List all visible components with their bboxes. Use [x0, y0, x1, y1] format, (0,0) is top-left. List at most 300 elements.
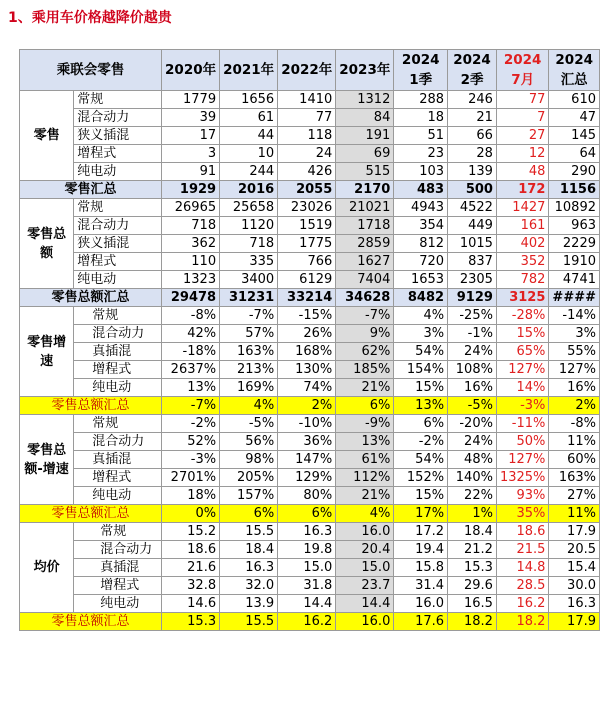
row-label: 常规 [74, 523, 162, 541]
value-cell: 84 [336, 109, 394, 127]
value-cell: 15.8 [394, 559, 448, 577]
value-cell: 80% [278, 487, 336, 505]
value-cell: 1427 [496, 199, 548, 217]
value-cell: 14.8 [496, 559, 548, 577]
value-cell: 1718 [336, 217, 394, 235]
value-cell: -9% [336, 415, 394, 433]
value-cell: 15% [496, 325, 548, 343]
value-cell: 48 [496, 163, 548, 181]
value-cell: 3% [549, 325, 600, 343]
summary-value-cell: 16.2 [278, 613, 336, 631]
summary-value-cell: 6% [336, 397, 394, 415]
value-cell: 168% [278, 343, 336, 361]
summary-value-cell: 6% [220, 505, 278, 523]
value-cell: 10 [220, 145, 278, 163]
value-cell: 129% [278, 469, 336, 487]
table-row [20, 595, 600, 613]
summary-row [20, 289, 600, 307]
summary-value-cell: -5% [448, 397, 497, 415]
value-cell: 15% [394, 379, 448, 397]
value-cell: 17.2 [394, 523, 448, 541]
summary-value-cell: 31231 [220, 289, 278, 307]
value-cell: 4% [394, 307, 448, 325]
table-row [20, 271, 600, 289]
header-corner: 乘联会零售 [20, 50, 162, 91]
row-label: 纯电动 [74, 271, 162, 289]
row-label: 常规 [74, 415, 162, 433]
summary-label: 零售总额汇总 [20, 289, 162, 307]
value-cell: 15.3 [448, 559, 497, 577]
summary-value-cell: 3125 [496, 289, 548, 307]
summary-value-cell: 2170 [336, 181, 394, 199]
value-cell: -18% [162, 343, 220, 361]
summary-value-cell: 16.0 [336, 613, 394, 631]
value-cell: 52% [162, 433, 220, 451]
value-cell: 1656 [220, 91, 278, 109]
value-cell: -25% [448, 307, 497, 325]
value-cell: 1325% [496, 469, 548, 487]
value-cell: 91 [162, 163, 220, 181]
value-cell: 47 [549, 109, 600, 127]
table-row [20, 415, 600, 433]
value-cell: 2859 [336, 235, 394, 253]
value-cell: 62% [336, 343, 394, 361]
header-col: 2024 2季 [448, 50, 497, 91]
value-cell: 185% [336, 361, 394, 379]
summary-label: 零售汇总 [20, 181, 162, 199]
value-cell: 2637% [162, 361, 220, 379]
value-cell: -10% [278, 415, 336, 433]
value-cell: 93% [496, 487, 548, 505]
table-row [20, 577, 600, 595]
value-cell: 782 [496, 271, 548, 289]
value-cell: 18.6 [162, 541, 220, 559]
table-row [20, 199, 600, 217]
table-row [20, 433, 600, 451]
value-cell: 402 [496, 235, 548, 253]
value-cell: 352 [496, 253, 548, 271]
value-cell: 19.4 [394, 541, 448, 559]
row-label: 常规 [74, 307, 162, 325]
value-cell: 718 [220, 235, 278, 253]
summary-value-cell: 4% [220, 397, 278, 415]
summary-value-cell: 15.3 [162, 613, 220, 631]
table-row [20, 361, 600, 379]
row-label: 混合动力 [74, 325, 162, 343]
value-cell: 16.3 [220, 559, 278, 577]
value-cell: 15.2 [162, 523, 220, 541]
value-cell: -3% [162, 451, 220, 469]
value-cell: 720 [394, 253, 448, 271]
value-cell: 244 [220, 163, 278, 181]
row-label: 狭义插混 [74, 235, 162, 253]
page-title: 1、乘用车价格越降价越贵 [8, 10, 172, 26]
value-cell: 1627 [336, 253, 394, 271]
row-label: 增程式 [74, 577, 162, 595]
row-group-label: 零售总额 [20, 199, 74, 289]
value-cell: 6129 [278, 271, 336, 289]
table-row [20, 235, 600, 253]
value-cell: 145 [549, 127, 600, 145]
value-cell: 127% [549, 361, 600, 379]
value-cell: 16.3 [549, 595, 600, 613]
summary-value-cell: 2016 [220, 181, 278, 199]
row-group-label: 零售总额-增速 [20, 415, 74, 505]
value-cell: 16.5 [448, 595, 497, 613]
row-label: 常规 [74, 91, 162, 109]
row-label: 狭义插混 [74, 127, 162, 145]
value-cell: 15.0 [278, 559, 336, 577]
value-cell: 15.0 [336, 559, 394, 577]
row-label: 常规 [74, 199, 162, 217]
highlight-summary-row [20, 613, 600, 631]
value-cell: 55% [549, 343, 600, 361]
value-cell: 1312 [336, 91, 394, 109]
value-cell: 64 [549, 145, 600, 163]
value-cell: 21% [336, 379, 394, 397]
summary-value-cell: 18.2 [448, 613, 497, 631]
value-cell: 2701% [162, 469, 220, 487]
value-cell: -28% [496, 307, 548, 325]
value-cell: 28.5 [496, 577, 548, 595]
value-cell: 1120 [220, 217, 278, 235]
value-cell: 24 [278, 145, 336, 163]
value-cell: -14% [549, 307, 600, 325]
value-cell: 15.5 [220, 523, 278, 541]
value-cell: 9% [336, 325, 394, 343]
header-col: 2024 1季 [394, 50, 448, 91]
value-cell: 16.3 [278, 523, 336, 541]
row-group-label: 零售 [20, 91, 74, 181]
value-cell: 1910 [549, 253, 600, 271]
value-cell: 154% [394, 361, 448, 379]
value-cell: 21% [336, 487, 394, 505]
value-cell: 6% [394, 415, 448, 433]
row-label: 真插混 [74, 343, 162, 361]
summary-value-cell: 6% [278, 505, 336, 523]
header-col: 2022年 [278, 50, 336, 91]
summary-value-cell: 17% [394, 505, 448, 523]
summary-value-cell: 500 [448, 181, 497, 199]
summary-value-cell: 4% [336, 505, 394, 523]
table-row [20, 307, 600, 325]
value-cell: 130% [278, 361, 336, 379]
header-col: 2024 汇总 [549, 50, 600, 91]
header-col: 2020年 [162, 50, 220, 91]
value-cell: 21 [448, 109, 497, 127]
value-cell: 1775 [278, 235, 336, 253]
value-cell: 23 [394, 145, 448, 163]
value-cell: 18.4 [448, 523, 497, 541]
value-cell: 16.0 [394, 595, 448, 613]
value-cell: 61% [336, 451, 394, 469]
value-cell: 18.6 [496, 523, 548, 541]
value-cell: 118 [278, 127, 336, 145]
summary-value-cell: 33214 [278, 289, 336, 307]
value-cell: 11% [549, 433, 600, 451]
value-cell: 169% [220, 379, 278, 397]
header-col: 2021年 [220, 50, 278, 91]
value-cell: 69 [336, 145, 394, 163]
value-cell: 28 [448, 145, 497, 163]
value-cell: 21.6 [162, 559, 220, 577]
value-cell: 36% [278, 433, 336, 451]
value-cell: 205% [220, 469, 278, 487]
value-cell: 1779 [162, 91, 220, 109]
value-cell: -15% [278, 307, 336, 325]
value-cell: 127% [496, 451, 548, 469]
row-label: 混合动力 [74, 109, 162, 127]
value-cell: 21021 [336, 199, 394, 217]
value-cell: 7 [496, 109, 548, 127]
highlight-summary-row [20, 505, 600, 523]
value-cell: 21.2 [448, 541, 497, 559]
value-cell: 335 [220, 253, 278, 271]
value-cell: 20.4 [336, 541, 394, 559]
summary-label: 零售总额汇总 [20, 505, 162, 523]
summary-value-cell: 13% [394, 397, 448, 415]
summary-value-cell: 1% [448, 505, 497, 523]
value-cell: 31.8 [278, 577, 336, 595]
value-cell: 66 [448, 127, 497, 145]
table-row [20, 127, 600, 145]
value-cell: 39 [162, 109, 220, 127]
value-cell: 3 [162, 145, 220, 163]
value-cell: 18% [162, 487, 220, 505]
value-cell: 290 [549, 163, 600, 181]
value-cell: 362 [162, 235, 220, 253]
table-row [20, 325, 600, 343]
value-cell: 4522 [448, 199, 497, 217]
value-cell: 103 [394, 163, 448, 181]
summary-value-cell: 9129 [448, 289, 497, 307]
value-cell: 963 [549, 217, 600, 235]
value-cell: 48% [448, 451, 497, 469]
summary-value-cell: 0% [162, 505, 220, 523]
row-group-label: 零售增速 [20, 307, 74, 397]
value-cell: 98% [220, 451, 278, 469]
value-cell: -8% [549, 415, 600, 433]
value-cell: 13% [162, 379, 220, 397]
value-cell: -7% [336, 307, 394, 325]
row-label: 混合动力 [74, 217, 162, 235]
value-cell: 13% [336, 433, 394, 451]
value-cell: 21.5 [496, 541, 548, 559]
summary-value-cell: #### [549, 289, 600, 307]
table-row [20, 379, 600, 397]
value-cell: 1519 [278, 217, 336, 235]
value-cell: 1653 [394, 271, 448, 289]
table-row [20, 343, 600, 361]
value-cell: 163% [220, 343, 278, 361]
summary-value-cell: 2% [549, 397, 600, 415]
value-cell: 44 [220, 127, 278, 145]
value-cell: 77 [278, 109, 336, 127]
row-label: 增程式 [74, 469, 162, 487]
value-cell: 10892 [549, 199, 600, 217]
table-row [20, 163, 600, 181]
row-label: 真插混 [74, 451, 162, 469]
value-cell: -1% [448, 325, 497, 343]
summary-value-cell: 17.9 [549, 613, 600, 631]
row-group-label: 均价 [20, 523, 74, 613]
summary-value-cell: 17.6 [394, 613, 448, 631]
row-label: 纯电动 [74, 163, 162, 181]
table-row [20, 145, 600, 163]
value-cell: 60% [549, 451, 600, 469]
value-cell: 16% [549, 379, 600, 397]
summary-row [20, 181, 600, 199]
value-cell: 57% [220, 325, 278, 343]
value-cell: 213% [220, 361, 278, 379]
value-cell: 14.6 [162, 595, 220, 613]
value-cell: 610 [549, 91, 600, 109]
summary-value-cell: 8482 [394, 289, 448, 307]
value-cell: 18 [394, 109, 448, 127]
value-cell: 110 [162, 253, 220, 271]
summary-value-cell: 15.5 [220, 613, 278, 631]
row-label: 纯电动 [74, 379, 162, 397]
value-cell: 288 [394, 91, 448, 109]
value-cell: -2% [394, 433, 448, 451]
value-cell: 42% [162, 325, 220, 343]
value-cell: 3% [394, 325, 448, 343]
summary-value-cell: 1929 [162, 181, 220, 199]
summary-label: 零售总额汇总 [20, 397, 162, 415]
value-cell: 14.4 [336, 595, 394, 613]
table-row [20, 109, 600, 127]
value-cell: 515 [336, 163, 394, 181]
value-cell: 147% [278, 451, 336, 469]
summary-value-cell: 34628 [336, 289, 394, 307]
value-cell: 16% [448, 379, 497, 397]
value-cell: 191 [336, 127, 394, 145]
row-label: 增程式 [74, 145, 162, 163]
value-cell: 32.8 [162, 577, 220, 595]
value-cell: 51 [394, 127, 448, 145]
value-cell: 1410 [278, 91, 336, 109]
table-row [20, 541, 600, 559]
value-cell: 14.4 [278, 595, 336, 613]
table-row [20, 451, 600, 469]
summary-value-cell: -7% [162, 397, 220, 415]
value-cell: 246 [448, 91, 497, 109]
value-cell: 354 [394, 217, 448, 235]
value-cell: 2305 [448, 271, 497, 289]
value-cell: 161 [496, 217, 548, 235]
value-cell: 139 [448, 163, 497, 181]
row-label: 纯电动 [74, 595, 162, 613]
value-cell: 54% [394, 343, 448, 361]
value-cell: 56% [220, 433, 278, 451]
summary-value-cell: 18.2 [496, 613, 548, 631]
value-cell: 18.4 [220, 541, 278, 559]
value-cell: 17.9 [549, 523, 600, 541]
table-row [20, 469, 600, 487]
value-cell: 108% [448, 361, 497, 379]
value-cell: 65% [496, 343, 548, 361]
header-col: 2023年 [336, 50, 394, 91]
value-cell: -11% [496, 415, 548, 433]
value-cell: 16.0 [336, 523, 394, 541]
value-cell: 54% [394, 451, 448, 469]
value-cell: 22% [448, 487, 497, 505]
value-cell: 2229 [549, 235, 600, 253]
value-cell: -7% [220, 307, 278, 325]
value-cell: 140% [448, 469, 497, 487]
value-cell: -5% [220, 415, 278, 433]
value-cell: 449 [448, 217, 497, 235]
value-cell: 24% [448, 433, 497, 451]
value-cell: -8% [162, 307, 220, 325]
value-cell: 19.8 [278, 541, 336, 559]
value-cell: 4741 [549, 271, 600, 289]
summary-value-cell: 1156 [549, 181, 600, 199]
value-cell: 27 [496, 127, 548, 145]
value-cell: 20.5 [549, 541, 600, 559]
row-label: 增程式 [74, 361, 162, 379]
summary-value-cell: 483 [394, 181, 448, 199]
summary-label: 零售总额汇总 [20, 613, 162, 631]
table-row [20, 523, 600, 541]
value-cell: 152% [394, 469, 448, 487]
highlight-summary-row [20, 397, 600, 415]
value-cell: 163% [549, 469, 600, 487]
table-row [20, 559, 600, 577]
summary-value-cell: 172 [496, 181, 548, 199]
value-cell: -20% [448, 415, 497, 433]
value-cell: 837 [448, 253, 497, 271]
retail-data-table [19, 49, 600, 631]
value-cell: 61 [220, 109, 278, 127]
value-cell: 23.7 [336, 577, 394, 595]
summary-value-cell: 2055 [278, 181, 336, 199]
value-cell: 15.4 [549, 559, 600, 577]
value-cell: -2% [162, 415, 220, 433]
value-cell: 17 [162, 127, 220, 145]
value-cell: 766 [278, 253, 336, 271]
value-cell: 26965 [162, 199, 220, 217]
value-cell: 127% [496, 361, 548, 379]
value-cell: 77 [496, 91, 548, 109]
summary-value-cell: -3% [496, 397, 548, 415]
header-col: 2024 7月 [496, 50, 548, 91]
value-cell: 32.0 [220, 577, 278, 595]
value-cell: 74% [278, 379, 336, 397]
value-cell: 27% [549, 487, 600, 505]
table-row [20, 217, 600, 235]
value-cell: 23026 [278, 199, 336, 217]
value-cell: 12 [496, 145, 548, 163]
value-cell: 15% [394, 487, 448, 505]
row-label: 混合动力 [74, 541, 162, 559]
value-cell: 4943 [394, 199, 448, 217]
table-row [20, 253, 600, 271]
value-cell: 25658 [220, 199, 278, 217]
value-cell: 31.4 [394, 577, 448, 595]
value-cell: 426 [278, 163, 336, 181]
summary-value-cell: 2% [278, 397, 336, 415]
value-cell: 112% [336, 469, 394, 487]
table-row [20, 487, 600, 505]
row-label: 混合动力 [74, 433, 162, 451]
value-cell: 24% [448, 343, 497, 361]
row-label: 纯电动 [74, 487, 162, 505]
summary-value-cell: 11% [549, 505, 600, 523]
value-cell: 14% [496, 379, 548, 397]
value-cell: 157% [220, 487, 278, 505]
value-cell: 29.6 [448, 577, 497, 595]
